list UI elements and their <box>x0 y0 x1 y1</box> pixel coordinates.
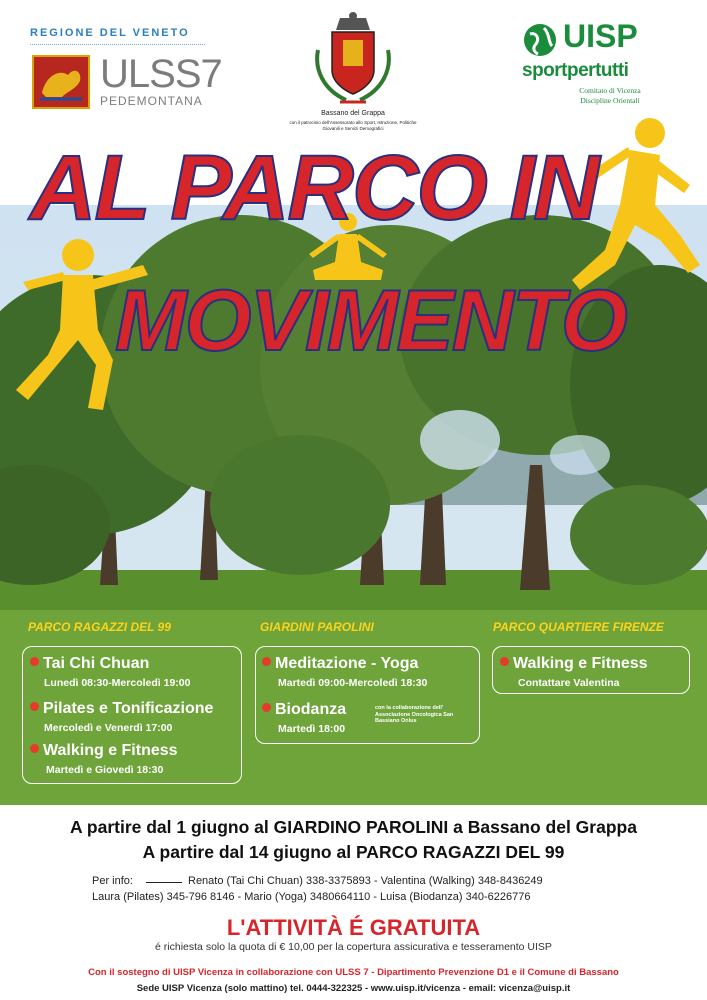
activity-meditazione-yoga: Meditazione - Yoga <box>262 655 418 673</box>
activity-time: Martedì e Giovedì 18:30 <box>46 764 164 776</box>
biodanza-collaboration-note: con la collaborazione dell' Associazione Oncologica San Bassiano Onlus <box>375 705 454 724</box>
bullet-icon <box>30 744 39 753</box>
bullet-icon <box>30 702 39 711</box>
section-title-parco-ragazzi: PARCO RAGAZZI DEL 99 <box>28 620 171 634</box>
uisp-discipline: Discipline Orientali <box>580 96 640 105</box>
bullet-icon <box>500 657 509 666</box>
title-line-1: AL PARCO IN <box>30 137 598 239</box>
bullet-icon <box>30 657 39 666</box>
title-line-2: MOVIMENTO <box>115 273 626 369</box>
sportpertutti-label: sportpertutti <box>522 60 629 81</box>
activity-time: Martedì 18:00 <box>278 723 346 735</box>
activity-walking-firenze: Walking e Fitness <box>500 655 648 673</box>
activity-biodanza: Biodanza <box>262 701 346 719</box>
activity-pilates: Pilates e Tonificazione <box>30 700 213 718</box>
free-activity-heading: L'ATTIVITÀ É GRATUITA <box>226 915 481 940</box>
section-title-quartiere-firenze: PARCO QUARTIERE FIRENZE <box>493 620 664 634</box>
start-date-parolini: A partire dal 1 giugno al GIARDINO PAROLINI a Bassano del Grappa <box>70 817 637 837</box>
regione-veneto-label: REGIONE DEL VENETO <box>30 27 190 39</box>
bassano-patronage: con il patrocinio dell'Assessorato allo Sport, Istruzione, Politiche Giovanili e Servizi Demografici <box>289 120 417 131</box>
uisp-globe-icon <box>522 22 558 58</box>
uisp-logo-text: UISP <box>563 18 638 54</box>
lion-of-venice-logo <box>32 55 90 109</box>
uisp-committee: Comitato di Vicenza <box>579 86 641 95</box>
divider <box>30 44 205 45</box>
activity-time: Contattare Valentina <box>518 677 620 689</box>
ulss-logo-text: ULSS7 <box>100 52 222 96</box>
section-title-giardini-parolini: GIARDINI PAROLINI <box>260 620 374 634</box>
support-note: Con il sostegno di UISP Vicenza in collaborazione con ULSS 7 - Dipartimento Prevenzione D1 e il Comune di Bassano <box>88 967 619 978</box>
info-dash <box>146 882 182 883</box>
bassano-label: Bassano del Grappa <box>321 110 385 117</box>
bassano-crest-icon <box>310 10 396 110</box>
activity-tai-chi: Tai Chi Chuan <box>30 655 149 673</box>
bullet-icon <box>262 703 271 712</box>
activity-walking: Walking e Fitness <box>30 742 178 760</box>
activity-time: Lunedì 08:30-Mercoledì 19:00 <box>44 677 191 689</box>
start-date-ragazzi: A partire dal 14 giugno al PARCO RAGAZZI DEL 99 <box>142 842 565 862</box>
bullet-icon <box>262 657 271 666</box>
activity-time: Mercoledì e Venerdì 17:00 <box>44 722 173 734</box>
info-label: Per info: <box>92 875 133 887</box>
contact-line-2: Laura (Pilates) 345-796 8146 - Mario (Yoga) 3480664110 - Luisa (Biodanza) 340-6226776 <box>92 891 531 903</box>
contact-line-1: Renato (Tai Chi Chuan) 338-3375893 - Valentina (Walking) 348-8436249 <box>188 875 543 887</box>
fee-note: é richiesta solo la quota di € 10,00 per la copertura assicurativa e tesseramento UISP <box>155 941 552 953</box>
uisp-contact-info: Sede UISP Vicenza (solo mattino) tel. 0444-322325 - www.uisp.it/vicenza - email: vicenza@uisp.it <box>136 983 571 994</box>
activity-time: Martedì 09:00-Mercoledì 18:30 <box>278 677 428 689</box>
pedemontana-label: PEDEMONTANA <box>100 94 203 108</box>
footer <box>0 805 707 1000</box>
